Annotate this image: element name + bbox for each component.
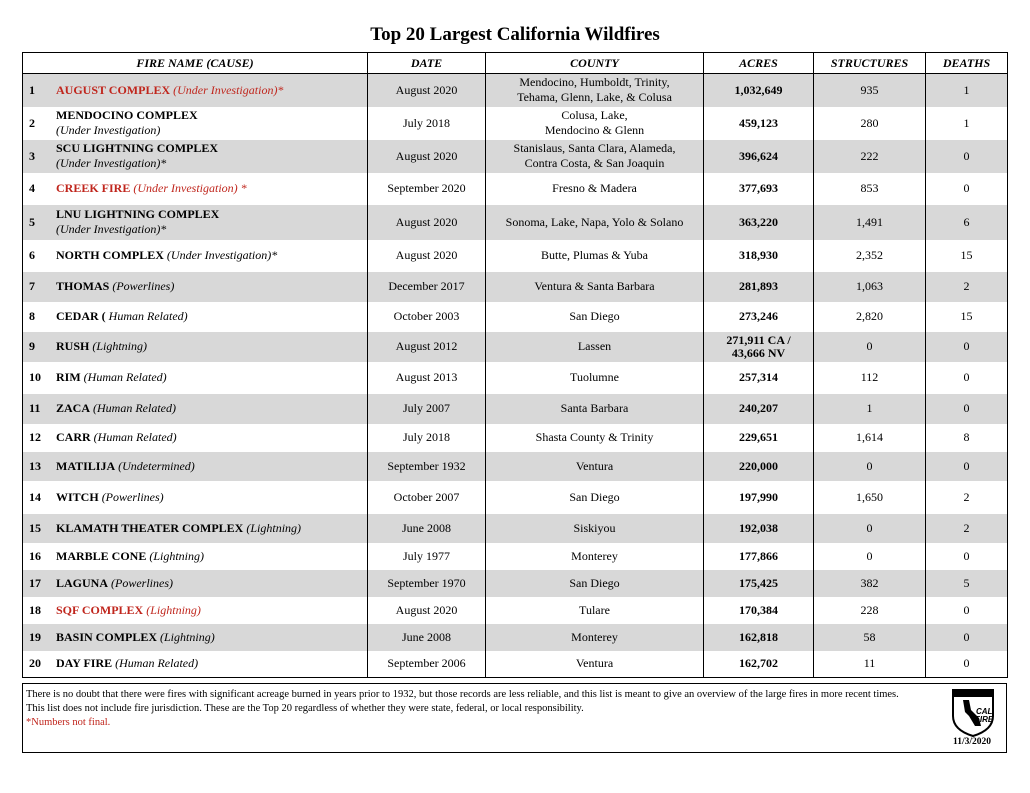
fire-name-cell (23, 394, 368, 424)
acres-cell: 377,693 (704, 173, 814, 205)
deaths-cell: 1 (926, 74, 1008, 107)
fire-name-cell (23, 173, 368, 205)
deaths-cell: 15 (926, 302, 1008, 332)
county-cell: Ventura & Santa Barbara (486, 272, 704, 302)
fire-name-cell (23, 332, 368, 362)
fire-name: AUGUST COMPLEX (56, 82, 171, 97)
col-acres: ACRES (704, 53, 814, 74)
rank: 18 (29, 602, 41, 617)
county-cell: Ventura (486, 452, 704, 481)
note-line: There is no doubt that there were fires with significant acreage burned in years prior to 1932, but those records are less reliable, and this list is meant to give an overview of the large fires in more recent times. (26, 689, 899, 700)
fire-name: NORTH COMPLEX (56, 248, 164, 262)
fire-name-cell (23, 543, 368, 570)
county-cell: San Diego (486, 481, 704, 514)
county-cell: Monterey (486, 624, 704, 651)
fire-cause: (Powerlines) (108, 575, 174, 590)
structures-cell: 2,820 (814, 302, 926, 332)
fire-name: MATILIJA (56, 458, 116, 473)
deaths-cell: 6 (926, 205, 1008, 240)
deaths-cell: 1 (926, 107, 1008, 140)
fire-name: DAY FIRE (56, 656, 113, 671)
county-cell (486, 74, 704, 107)
structures-cell: 0 (814, 332, 926, 362)
fire-cause: (Lightning) (146, 548, 205, 563)
deaths-cell: 2 (926, 481, 1008, 514)
acres-cell: 281,893 (704, 272, 814, 302)
date-cell: July 2018 (368, 107, 486, 140)
structures-cell: 228 (814, 597, 926, 624)
fire-name: LAGUNA (56, 575, 109, 590)
rank: 12 (29, 430, 41, 444)
fire-name: KLAMATH THEATER COMPLEX (56, 520, 244, 535)
structures-cell: 222 (814, 140, 926, 173)
acres-cell: 396,624 (704, 140, 814, 173)
table-row (23, 140, 1008, 173)
page-title: Top 20 Largest California Wildfires (370, 24, 660, 45)
structures-cell: 382 (814, 570, 926, 597)
acres-cell: 273,246 (704, 302, 814, 332)
table-row (23, 570, 1008, 597)
note-line-red: *Numbers not final. (26, 717, 111, 728)
calfire-logo-icon (949, 686, 997, 738)
acres-cell: 459,123 (704, 107, 814, 140)
date-cell: August 2020 (368, 597, 486, 624)
deaths-cell: 5 (926, 570, 1008, 597)
rank: 5 (29, 214, 35, 229)
acres-cell: 257,314 (704, 362, 814, 394)
fire-cause: (Under Investigation) * (130, 181, 247, 195)
date-cell: June 2008 (368, 514, 486, 543)
structures-cell: 1,491 (814, 205, 926, 240)
fire-cause: (Under Investigation)* (56, 222, 167, 236)
rank: 1 (29, 82, 35, 97)
structures-cell: 0 (814, 514, 926, 543)
table-row (23, 240, 1008, 272)
rank: 2 (29, 115, 35, 130)
fire-cause: (Under Investigation)* (170, 82, 284, 97)
fire-name-cell (23, 481, 368, 514)
date-cell: July 2007 (368, 394, 486, 424)
rank: 4 (29, 181, 35, 195)
wildfires-table (22, 52, 1008, 678)
acres-cell: 229,651 (704, 424, 814, 452)
structures-cell: 0 (814, 543, 926, 570)
county-cell: Siskiyou (486, 514, 704, 543)
fire-name-cell (23, 424, 368, 452)
county-line: Colusa, Lake, (561, 108, 628, 122)
fire-name: BASIN COMPLEX (56, 629, 158, 644)
table-row (23, 74, 1008, 107)
deaths-cell: 2 (926, 514, 1008, 543)
fire-name-cell (23, 140, 368, 173)
rank: 19 (29, 629, 41, 644)
deaths-cell: 0 (926, 362, 1008, 394)
fire-name-cell (23, 624, 368, 651)
rank: 16 (29, 548, 41, 563)
table-row (23, 597, 1008, 624)
fire-cause: (Human Related) (90, 401, 176, 415)
fire-cause: (Human Related) (112, 656, 199, 671)
county-cell: Ventura (486, 651, 704, 678)
county-cell (486, 140, 704, 173)
table-header-row (23, 53, 1008, 74)
table-row (23, 481, 1008, 514)
deaths-cell: 0 (926, 543, 1008, 570)
fire-name: MARBLE CONE (56, 548, 147, 563)
county-line: Stanislaus, Santa Clara, Alameda, (513, 141, 676, 155)
date-cell: September 2006 (368, 651, 486, 678)
county-line: Mendocino & Glenn (544, 123, 645, 137)
rank: 6 (29, 248, 35, 262)
date-cell: September 2020 (368, 173, 486, 205)
acres-cell: 363,220 (704, 205, 814, 240)
fire-name: LNU LIGHTNING COMPLEX (56, 207, 220, 221)
date-cell: August 2020 (368, 205, 486, 240)
structures-cell: 1 (814, 394, 926, 424)
acres-cell: 192,038 (704, 514, 814, 543)
rank: 11 (29, 401, 41, 415)
fire-name-cell (23, 74, 368, 107)
note-line: This list does not include fire jurisdiction. These are the Top 20 regardless of whether they were state, federal, or local responsibility. (26, 703, 584, 714)
structures-cell: 935 (814, 74, 926, 107)
county-line: Mendocino, Humboldt, Trinity, (519, 75, 670, 90)
county-cell (486, 107, 704, 140)
fire-name-cell (23, 597, 368, 624)
deaths-cell: 0 (926, 651, 1008, 678)
acres-cell: 1,032,649 (704, 74, 814, 107)
county-line: Tehama, Glenn, Lake, & Colusa (517, 90, 672, 105)
fire-cause: (Powerlines) (109, 279, 175, 293)
fire-cause: (Powerlines) (98, 489, 164, 504)
fire-cause: (Under Investigation)* (163, 248, 278, 262)
table-row (23, 362, 1008, 394)
fire-cause: (Undetermined) (115, 458, 195, 473)
fire-name: CREEK FIRE (56, 181, 131, 195)
county-cell: Tuolumne (486, 362, 704, 394)
structures-cell: 1,063 (814, 272, 926, 302)
acres-cell: 177,866 (704, 543, 814, 570)
date-cell: August 2020 (368, 240, 486, 272)
table-row (23, 624, 1008, 651)
fire-name-cell (23, 240, 368, 272)
fire-name: SQF COMPLEX (56, 602, 144, 617)
acres-cell: 175,425 (704, 570, 814, 597)
date-cell: September 1932 (368, 452, 486, 481)
deaths-cell: 0 (926, 173, 1008, 205)
rank: 7 (29, 279, 35, 293)
fire-name-cell (23, 570, 368, 597)
deaths-cell: 0 (926, 394, 1008, 424)
rank: 13 (29, 458, 41, 473)
date-cell: August 2020 (368, 74, 486, 107)
fire-name-cell (23, 205, 368, 240)
fire-name: THOMAS (56, 279, 110, 293)
acres-line: 43,666 NV (731, 345, 786, 360)
table-row (23, 205, 1008, 240)
acres-line: 271,911 CA / (726, 332, 791, 347)
county-cell: Monterey (486, 543, 704, 570)
date-cell: October 2003 (368, 302, 486, 332)
county-cell: Lassen (486, 332, 704, 362)
county-cell: Shasta County & Trinity (486, 424, 704, 452)
date-cell: July 1977 (368, 543, 486, 570)
fire-name: RUSH (56, 339, 90, 353)
col-deaths: DEATHS (926, 53, 1008, 74)
county-line: Contra Costa, & San Joaquin (524, 156, 665, 170)
fire-name: WITCH (56, 489, 99, 504)
date-cell: August 2012 (368, 332, 486, 362)
rank: 15 (29, 520, 41, 535)
footer-notes-box (22, 683, 1007, 753)
fire-cause: (Lightning) (89, 339, 148, 353)
table-row (23, 302, 1008, 332)
acres-cell: 170,384 (704, 597, 814, 624)
deaths-cell: 0 (926, 452, 1008, 481)
fire-name: CARR (56, 430, 91, 444)
logo-text-cal: CAL (976, 707, 993, 716)
table-row (23, 543, 1008, 570)
deaths-cell: 0 (926, 624, 1008, 651)
structures-cell: 1,650 (814, 481, 926, 514)
col-county: COUNTY (486, 53, 704, 74)
rank: 17 (29, 575, 41, 590)
footer-date: 11/3/2020 (952, 737, 991, 747)
structures-cell: 280 (814, 107, 926, 140)
fire-cause: (Lightning) (157, 629, 215, 644)
fire-name-cell (23, 452, 368, 481)
footer-notes (26, 688, 926, 730)
fire-name: SCU LIGHTNING COMPLEX (56, 141, 219, 155)
rank: 14 (29, 489, 41, 504)
acres-cell: 162,702 (704, 651, 814, 678)
county-cell: Tulare (486, 597, 704, 624)
fire-cause: (Human Related) (90, 430, 177, 444)
structures-cell: 58 (814, 624, 926, 651)
acres-cell: 197,990 (704, 481, 814, 514)
fire-cause: (Under Investigation)* (56, 156, 167, 170)
rank: 3 (29, 148, 35, 163)
county-cell: Butte, Plumas & Yuba (486, 240, 704, 272)
acres-cell: 318,930 (704, 240, 814, 272)
fire-name-cell (23, 651, 368, 678)
rank: 20 (29, 656, 41, 671)
table-row (23, 272, 1008, 302)
fire-cause: (Lightning) (243, 520, 302, 535)
fire-name-cell (23, 362, 368, 394)
table-row (23, 424, 1008, 452)
fire-cause: (Lightning) (143, 602, 201, 617)
structures-cell: 0 (814, 452, 926, 481)
col-structures: STRUCTURES (814, 53, 926, 74)
date-cell: June 2008 (368, 624, 486, 651)
fire-name-cell (23, 302, 368, 332)
structures-cell: 112 (814, 362, 926, 394)
rank: 9 (29, 339, 35, 353)
deaths-cell: 8 (926, 424, 1008, 452)
fire-cause: (Under Investigation) (56, 123, 161, 137)
fire-name: CEDAR ( (56, 309, 106, 323)
rank: 10 (29, 370, 41, 384)
county-cell: Santa Barbara (486, 394, 704, 424)
logo-text-fire: FIRE (975, 715, 994, 724)
table-row (23, 332, 1008, 362)
col-date: DATE (368, 53, 486, 74)
county-cell: Fresno & Madera (486, 173, 704, 205)
acres-cell (704, 332, 814, 362)
acres-cell: 162,818 (704, 624, 814, 651)
structures-cell: 2,352 (814, 240, 926, 272)
table-row (23, 514, 1008, 543)
deaths-cell: 0 (926, 140, 1008, 173)
deaths-cell: 2 (926, 272, 1008, 302)
table-row (23, 173, 1008, 205)
acres-cell: 220,000 (704, 452, 814, 481)
structures-cell: 853 (814, 173, 926, 205)
county-cell: San Diego (486, 302, 704, 332)
rank: 8 (29, 309, 35, 323)
structures-cell: 1,614 (814, 424, 926, 452)
fire-cause: (Human Related) (80, 370, 167, 384)
fire-name-cell (23, 107, 368, 140)
acres-cell: 240,207 (704, 394, 814, 424)
fire-name: ZACA (56, 401, 91, 415)
table-row (23, 452, 1008, 481)
date-cell: August 2013 (368, 362, 486, 394)
date-cell: October 2007 (368, 481, 486, 514)
fire-name-cell (23, 272, 368, 302)
county-cell: Sonoma, Lake, Napa, Yolo & Solano (486, 205, 704, 240)
table-row (23, 651, 1008, 678)
fire-name-cell (23, 514, 368, 543)
structures-cell: 11 (814, 651, 926, 678)
date-cell: July 2018 (368, 424, 486, 452)
col-fire-name: FIRE NAME (CAUSE) (23, 53, 368, 74)
table-row (23, 107, 1008, 140)
fire-name: MENDOCINO COMPLEX (56, 108, 198, 122)
deaths-cell: 0 (926, 597, 1008, 624)
fire-name: RIM (56, 370, 81, 384)
deaths-cell: 15 (926, 240, 1008, 272)
county-cell: San Diego (486, 570, 704, 597)
table-row (23, 394, 1008, 424)
date-cell: September 1970 (368, 570, 486, 597)
date-cell: December 2017 (368, 272, 486, 302)
date-cell: August 2020 (368, 140, 486, 173)
deaths-cell: 0 (926, 332, 1008, 362)
fire-cause: Human Related) (105, 309, 188, 323)
